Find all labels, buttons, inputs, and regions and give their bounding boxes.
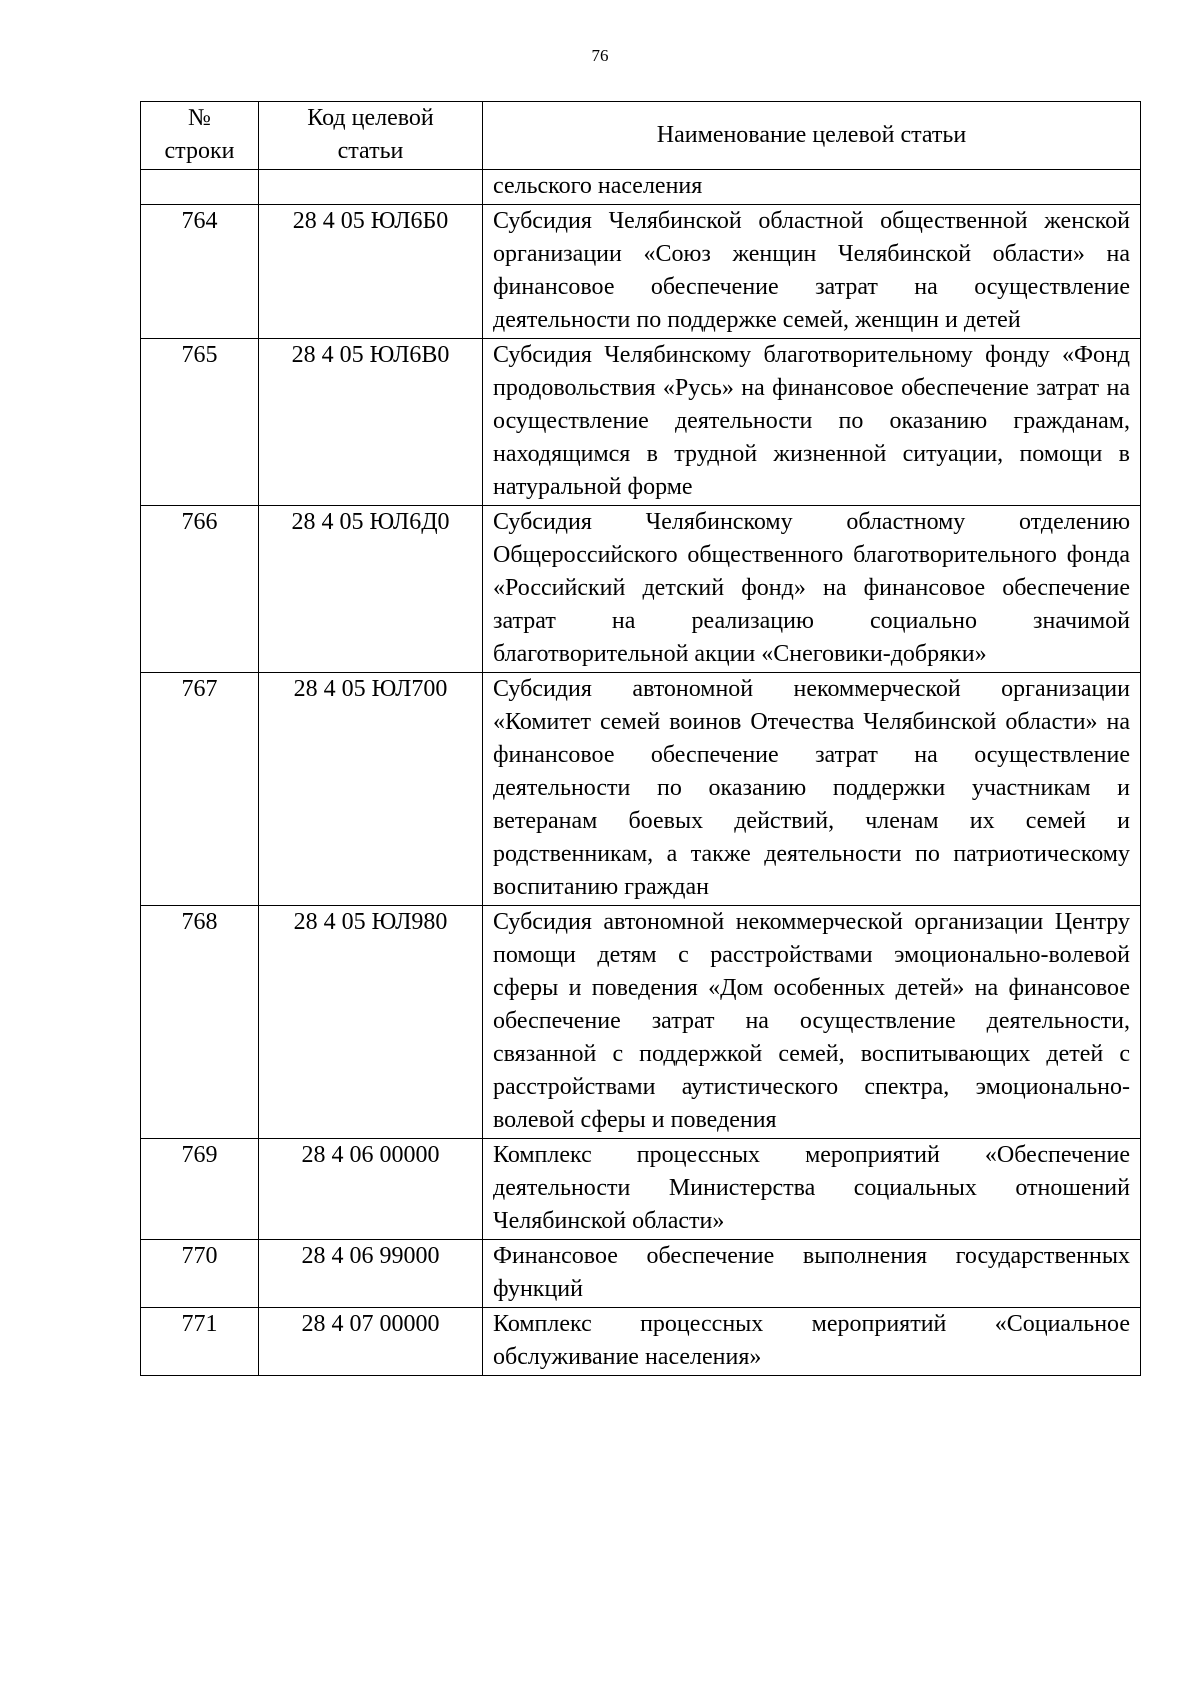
- row-number-cell: 765: [141, 339, 259, 506]
- code-cell: 28 4 06 00000: [259, 1139, 483, 1240]
- table-row: [141, 906, 1141, 1139]
- table-row: [141, 673, 1141, 906]
- code-cell: 28 4 05 ЮЛ6Д0: [259, 506, 483, 673]
- row-number-cell: 771: [141, 1308, 259, 1376]
- name-cell: Субсидия автономной некоммерческой организации Центру помощи детям с расстройствами эмоционально-волевой сферы и поведения «Дом особенных детей» на финансовое обеспечение затрат на осуществление деятельности, связанной с поддержкой семей, воспитывающих детей с расстройствами аутистического спектра, эмоционально-волевой сферы и поведения: [483, 906, 1141, 1139]
- header-row-number: № строки: [141, 102, 259, 170]
- row-number-cell: [141, 170, 259, 205]
- row-number-cell: 767: [141, 673, 259, 906]
- code-cell: [259, 170, 483, 205]
- code-cell: 28 4 05 ЮЛ6В0: [259, 339, 483, 506]
- name-cell: Субсидия Челябинскому областному отделению Общероссийского общественного благотворительного фонда «Российский детский фонд» на финансовое обеспечение затрат на реализацию социально значимой благотворительной акции «Снеговики-добряки»: [483, 506, 1141, 673]
- header-code: Код целевой статьи: [259, 102, 483, 170]
- name-cell: Субсидия Челябинской областной общественной женской организации «Союз женщин Челябинской области» на финансовое обеспечение затрат на осуществление деятельности по поддержке семей, женщин и детей: [483, 205, 1141, 339]
- table-row: [141, 170, 1141, 205]
- table-row: [141, 339, 1141, 506]
- code-cell: 28 4 07 00000: [259, 1308, 483, 1376]
- table-row: [141, 1240, 1141, 1308]
- code-cell: 28 4 05 ЮЛ6Б0: [259, 205, 483, 339]
- name-cell: Субсидия автономной некоммерческой организации «Комитет семей воинов Отечества Челябинской области» на финансовое обеспечение затрат на осуществление деятельности по оказанию поддержки участникам и ветеранам боевых действий, членам их семей и родственникам, а также деятельности по патриотическому воспитанию граждан: [483, 673, 1141, 906]
- table-row: [141, 1139, 1141, 1240]
- code-cell: 28 4 05 ЮЛ980: [259, 906, 483, 1139]
- name-cell: Субсидия Челябинскому благотворительному фонду «Фонд продовольствия «Русь» на финансовое обеспечение затрат на осуществление деятельности по оказанию гражданам, находящимся в трудной жизненной ситуации, помощи в натуральной форме: [483, 339, 1141, 506]
- table-row: [141, 205, 1141, 339]
- code-cell: 28 4 05 ЮЛ700: [259, 673, 483, 906]
- name-cell: сельского населения: [483, 170, 1141, 205]
- table-row: [141, 1308, 1141, 1376]
- target-articles-table: [140, 101, 1141, 1376]
- name-cell: Комплекс процессных мероприятий «Социальное обслуживание населения»: [483, 1308, 1141, 1376]
- row-number-cell: 766: [141, 506, 259, 673]
- header-name: Наименование целевой статьи: [483, 102, 1141, 170]
- name-cell: Комплекс процессных мероприятий «Обеспечение деятельности Министерства социальных отношений Челябинской области»: [483, 1139, 1141, 1240]
- row-number-cell: 768: [141, 906, 259, 1139]
- table-header-row: [141, 102, 1141, 170]
- row-number-cell: 764: [141, 205, 259, 339]
- table-row: [141, 506, 1141, 673]
- page-number: 76: [591, 46, 609, 65]
- row-number-cell: 769: [141, 1139, 259, 1240]
- name-cell: Финансовое обеспечение выполнения государственных функций: [483, 1240, 1141, 1308]
- code-cell: 28 4 06 99000: [259, 1240, 483, 1308]
- row-number-cell: 770: [141, 1240, 259, 1308]
